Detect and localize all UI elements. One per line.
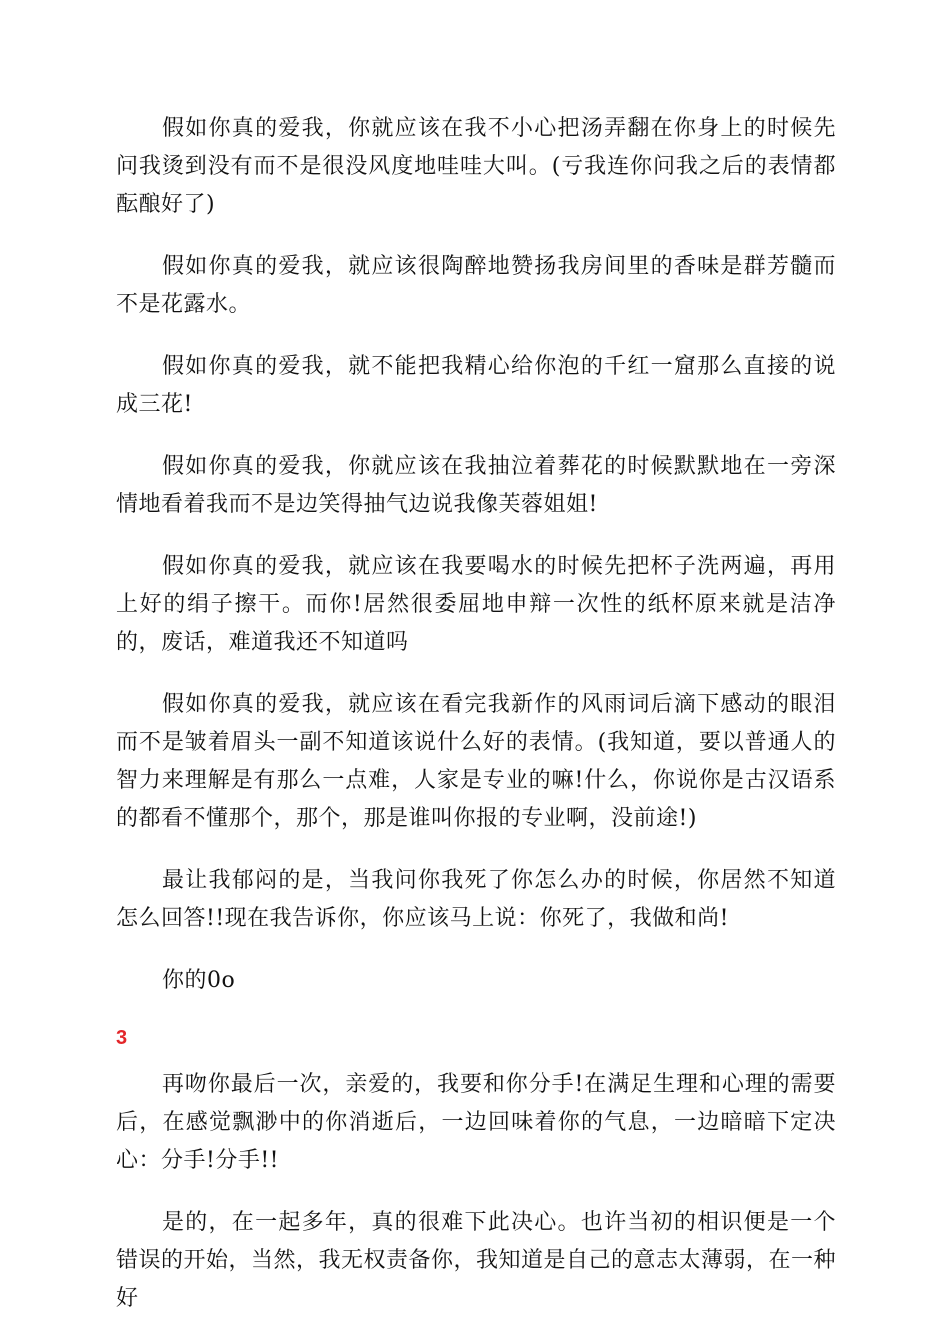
paragraph: 再吻你最后一次，亲爱的，我要和你分手!在满足生理和心理的需要后，在感觉飘渺中的你消逝后，一边回味着你的气息，一边暗暗下定决心：分手!分手!! — [116, 1072, 836, 1173]
paragraph: 假如你真的爱我，你就应该在我不小心把汤弄翻在你身上的时候先问我烫到没有而不是很没风度地哇哇大叫。(亏我连你问我之后的表情都酝酿好了) — [116, 116, 836, 217]
paragraph: 假如你真的爱我，就应该在看完我新作的风雨词后滴下感动的眼泪而不是皱着眉头一副不知道该说什么好的表情。(我知道，要以普通人的智力来理解是有那么一点难，人家是专业的嘛!什么，你说你是古汉语系的都看不懂那个，那个，那是谁叫你报的专业啊，没前途!) — [116, 692, 836, 831]
document-body — [116, 110, 836, 1342]
paragraph: 是的，在一起多年，真的很难下此决心。也许当初的相识便是一个错误的开始，当然，我无权责备你，我知道是自己的意志太薄弱，在一种好 — [116, 1210, 837, 1311]
paragraph: 假如你真的爱我，就应该在我要喝水的时候先把杯子洗两遍，再用上好的绢子擦干。而你!居然很委屈地申辩一次性的纸杯原来就是洁净的，废话，难道我还不知道吗 — [116, 554, 836, 655]
paragraph: 假如你真的爱我，你就应该在我抽泣着葬花的时候默默地在一旁深情地看着我而不是边笑得抽气边说我像芙蓉姐姐! — [116, 454, 836, 517]
paragraph: 最让我郁闷的是，当我问你我死了你怎么办的时候，你居然不知道怎么回答!!现在我告诉你，你应该马上说：你死了，我做和尚! — [116, 868, 836, 931]
section-number: 3 — [116, 1027, 128, 1049]
paragraph: 假如你真的爱我，就应该很陶醉地赞扬我房间里的香味是群芳髓而不是花露水。 — [116, 254, 836, 317]
paragraph: 假如你真的爱我，就不能把我精心给你泡的千红一窟那么直接的说成三花! — [116, 354, 836, 417]
signature-line: 你的0o — [162, 968, 236, 993]
